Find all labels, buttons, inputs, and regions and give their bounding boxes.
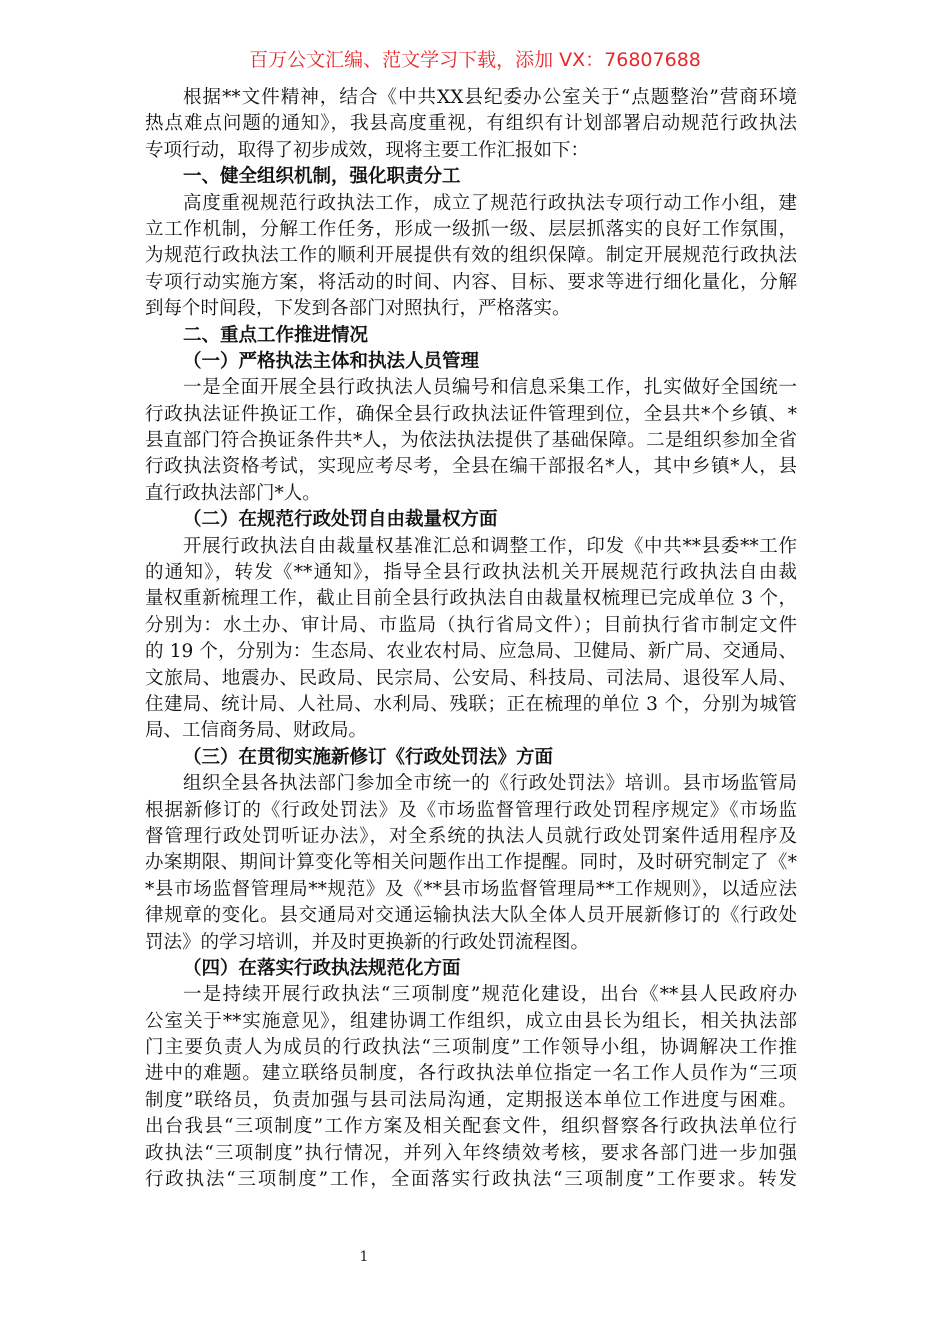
paragraph-line: 到每个时间段，下发到各部门对照执行，严格落实。: [145, 298, 571, 320]
heading-text: 一、健全组织机制，强化职责分工: [183, 166, 461, 188]
document-body: [145, 85, 797, 1193]
paragraph-line: 律规章的变化。县交通局对交通运输执法大队全体人员开展新修订的《行政处: [145, 905, 797, 927]
paragraph-line: 县直部门符合换证条件共*人，为依法执法提供了基础保障。二是组织参加全省: [145, 430, 797, 452]
page-number: 1: [359, 1249, 369, 1265]
paragraph-line: 根据新修订的《行政处罚法》及《市场监督管理行政处罚程序规定》《市场监: [145, 799, 797, 821]
paragraph-line: 直行政执法部门*人。: [145, 482, 321, 504]
paragraph-line: 政执法“三项制度”执行情况，并列入年终绩效考核，要求各部门进一步加强: [145, 1142, 797, 1164]
paragraph-line: 的通知》，转发《**通知》，指导全县行政执法机关开展规范行政执法自由裁: [145, 562, 797, 584]
paragraph-line: 公室关于**实施意见》，组建协调工作组织，成立由县长为组长，相关执法部: [145, 1010, 797, 1032]
heading-text: （三）在贯彻实施新修订《行政处罚法》方面: [183, 746, 554, 768]
paragraph-line: 专项行动，取得了初步成效，现将主要工作汇报如下：: [145, 139, 590, 161]
subsection-heading: [145, 956, 797, 982]
paragraph-line: 督管理行政处罚听证办法》，对全系统的执法人员就行政处罚案件适用程序及: [145, 825, 797, 847]
paragraph: [145, 982, 797, 1193]
paragraph: [145, 85, 797, 164]
paragraph-line: *县市场监督管理局**规范》及《**县市场监督管理局**工作规则》，以适应法: [145, 878, 797, 900]
paragraph-line: 立工作机制，分解工作任务，形成一级抓一级、层层抓落实的良好工作氛围，: [145, 218, 797, 240]
subsection-heading: [145, 507, 797, 533]
paragraph-line: 罚法》的学习培训，并及时更换新的行政处罚流程图。: [145, 931, 590, 953]
paragraph-line: 制度”联络员，负责加强与县司法局沟通，定期报送本单位工作进度与困难。: [145, 1089, 797, 1111]
subsection-heading: [145, 349, 797, 375]
paragraph-line: 为规范行政执法工作的顺利开展提供有效的组织保障。制定开展规范行政执法: [145, 245, 797, 267]
paragraph-line: 开展行政执法自由裁量权基准汇总和调整工作，印发《中共**县委**工作: [183, 535, 797, 557]
paragraph-line: 高度重视规范行政执法工作，成立了规范行政执法专项行动工作小组，建: [183, 192, 797, 214]
paragraph-line: 文旅局、地震办、民政局、民宗局、公安局、科技局、司法局、退役军人局、: [145, 667, 797, 689]
paragraph-line: 一是全面开展全县行政执法人员编号和信息采集工作，扎实做好全国统一: [183, 377, 797, 399]
paragraph-line: 行政执法证件换证工作，确保全县行政执法证件管理到位，全县共*个乡镇、*: [145, 403, 797, 425]
heading-text: （二）在规范行政处罚自由裁量权方面: [183, 509, 498, 531]
paragraph-line: 组织全县各执法部门参加全市统一的《行政处罚法》培训。县市场监管局: [183, 773, 797, 795]
paragraph-line: 分别为：水土办、审计局、市监局（执行省局文件）；目前执行省市制定文件: [145, 614, 797, 636]
subsection-heading: [145, 745, 797, 771]
heading-text: （一）严格执法主体和执法人员管理: [183, 350, 480, 372]
paragraph-line: 办案期限、期间计算变化等相关问题作出工作提醒。同时，及时研究制定了《*: [145, 852, 797, 874]
paragraph: [145, 375, 797, 507]
paragraph-line: 量权重新梳理工作，截止目前全县行政执法自由裁量权梳理已完成单位 3 个，: [145, 588, 797, 610]
paragraph-line: 热点难点问题的通知》，我县高度重视，有组织有计划部署启动规范行政执法: [145, 113, 797, 135]
paragraph-line: 住建局、统计局、人社局、水利局、残联；正在梳理的单位 3 个，分别为城管: [145, 693, 797, 715]
section-heading: [145, 323, 797, 349]
paragraph-line: 出台我县“三项制度”工作方案及相关配套文件，组织督察各行政执法单位行: [145, 1116, 797, 1138]
paragraph: [145, 771, 797, 956]
paragraph: [145, 191, 797, 323]
paragraph-line: 行政执法资格考试，实现应考尽考，全县在编干部报名*人，其中乡镇*人，县: [145, 456, 797, 478]
heading-text: （四）在落实行政执法规范化方面: [183, 957, 461, 979]
paragraph-line: 一是持续开展行政执法“三项制度”规范化建设，出台《**县人民政府办: [183, 984, 797, 1006]
paragraph-line: 行政执法“三项制度”工作，全面落实行政执法“三项制度”工作要求。转发: [145, 1169, 797, 1191]
section-heading: [145, 164, 797, 190]
paragraph-line: 的 19 个，分别为：生态局、农业农村局、应急局、卫健局、新广局、交通局、: [145, 641, 797, 663]
paragraph-line: 根据**文件精神，结合《中共XX县纪委办公室关于“点题整治”营商环境: [183, 87, 797, 108]
paragraph-line: 局、工信商务局、财政局。: [145, 720, 368, 742]
paragraph: [145, 534, 797, 745]
watermark-banner: 百万公文汇编、范文学习下载，添加 VX：76807688: [249, 49, 701, 71]
paragraph-line: 进中的难题。建立联络员制度，各行政执法单位指定一名工作人员作为“三项: [145, 1063, 797, 1085]
paragraph-line: 专项行动实施方案，将活动的时间、内容、目标、要求等进行细化量化，分解: [145, 271, 797, 293]
paragraph-line: 门主要负责人为成员的行政执法“三项制度”工作领导小组，协调解决工作推: [145, 1037, 797, 1059]
heading-text: 二、重点工作推进情况: [183, 324, 369, 346]
